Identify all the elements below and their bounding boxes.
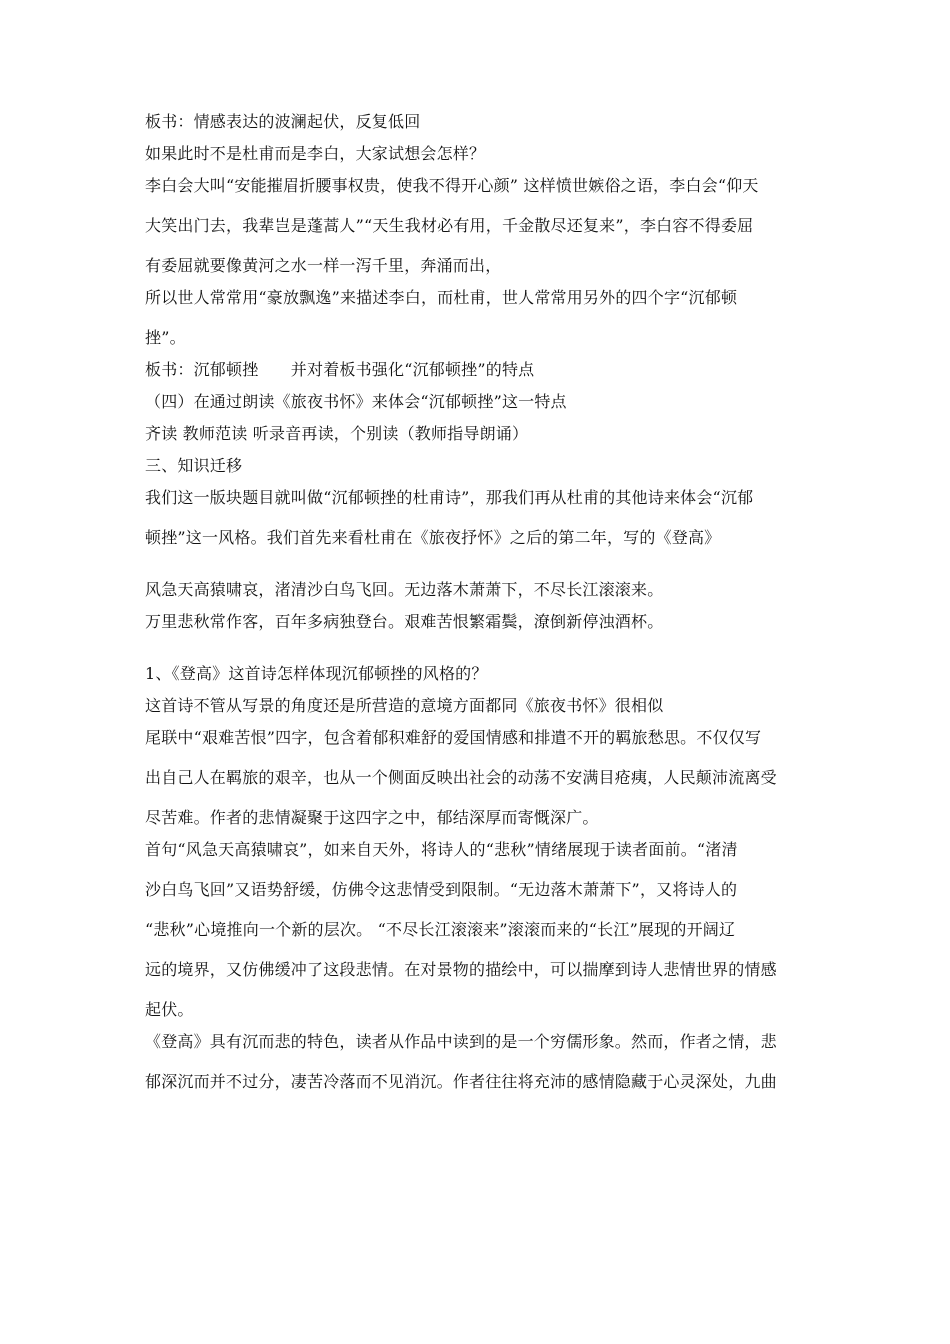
text-line: 《登高》具有沉而悲的特色，读者从作品中读到的是一个穷儒形象。然而，作者之情，悲 (145, 1032, 777, 1051)
text-line: 沙白鸟飞回”又语势舒缓，仿佛令这悲情受到限制。“无边落木萧萧下”，又将诗人的 (145, 880, 738, 899)
text-line: 出自己人在羁旅的艰辛，也从一个侧面反映出社会的动荡不安满目疮痍，人民颠沛流离受 (145, 768, 777, 787)
text-line: 尾联中“艰难苦恨”四字，包含着郁积难舒的爱国情感和排遣不开的羁旅愁思。不仅仅写 (145, 728, 762, 747)
text-line: “悲秋”心境推向一个新的层次。 “不尽长江滚滚来”滚滚而来的“长江”展现的开阔辽 (145, 920, 736, 939)
text-line: 大笑出门去，我辈岂是蓬蒿人”“天生我材必有用，千金散尽还复来”，李白容不得委屈 (145, 216, 754, 235)
text-line: 有委屈就要像黄河之水一样一泻千里，奔涌而出， (145, 256, 502, 275)
text-line: 首句“风急天高猿啸哀”，如来自天外，将诗人的“悲秋”情绪展现于读者面前。“渚清 (145, 840, 738, 859)
text-line: （四）在通过朗读《旅夜书怀》来体会“沉郁顿挫”这一特点 (145, 392, 567, 411)
text-line: 尽苦难。作者的悲情凝聚于这四字之中，郁结深厚而寄慨深广。 (145, 808, 599, 827)
text-line: 郁深沉而并不过分，凄苦冷落而不见消沉。作者往往将充沛的感情隐藏于心灵深处，九曲 (145, 1072, 777, 1091)
text-line: 所以世人常常用“豪放飘逸”来描述李白，而杜甫，世人常常用另外的四个字“沉郁顿 (145, 288, 738, 307)
document-page (145, 112, 815, 1092)
poem-line: 万里悲秋常作客，百年多病独登台。艰难苦恨繁霜鬓，潦倒新停浊酒杯。 (145, 612, 664, 631)
text-line: 这首诗不管从写景的角度还是所营造的意境方面都同《旅夜书怀》很相似 (145, 696, 664, 715)
question-heading: 1、《登高》这首诗怎样体现沉郁顿挫的风格的？ (145, 664, 488, 683)
text-line: 我们这一版块题目就叫做“沉郁顿挫的杜甫诗”，那我们再从杜甫的其他诗来体会“沉郁 (145, 488, 754, 507)
text-line: 挫”。 (145, 328, 186, 347)
text-line: 如果此时不是杜甫而是李白，大家试想会怎样？ (145, 144, 486, 163)
text-line: 远的境界，又仿佛缓冲了这段悲情。在对景物的描绘中，可以揣摩到诗人悲情世界的情感 (145, 960, 777, 979)
text-line: 起伏。 (145, 1000, 194, 1019)
section-heading: 三、知识迁移 (145, 456, 243, 475)
text-line: 板书：沉郁顿挫 并对着板书强化“沉郁顿挫”的特点 (145, 360, 535, 379)
text-line: 齐读 教师范读 听录音再读，个别读（教师指导朗诵） (145, 424, 529, 443)
text-line: 李白会大叫“安能摧眉折腰事权贵，使我不得开心颜” 这样愤世嫉俗之语，李白会“仰天 (145, 176, 759, 195)
text-line: 板书：情感表达的波澜起伏，反复低回 (145, 112, 421, 131)
text-line: 顿挫”这一风格。我们首先来看杜甫在《旅夜抒怀》之后的第二年，写的《登高》 (145, 528, 721, 547)
poem-line: 风急天高猿啸哀，渚清沙白鸟飞回。无边落木萧萧下，不尽长江滚滚来。 (145, 580, 664, 599)
